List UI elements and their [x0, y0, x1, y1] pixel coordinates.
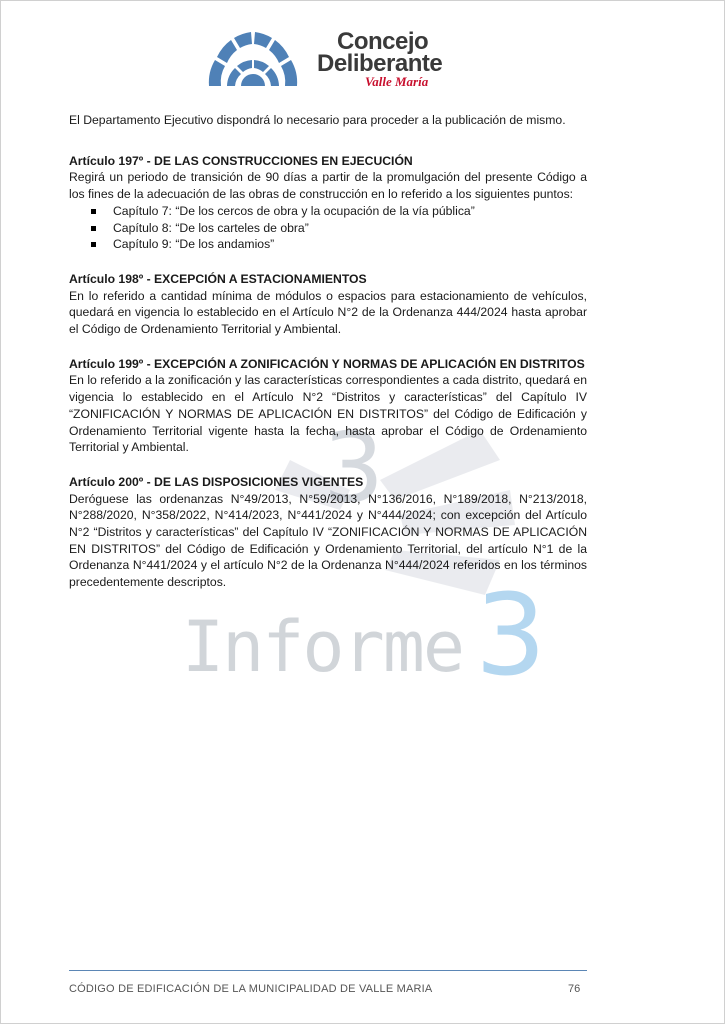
semicircle-emblem-icon — [205, 24, 301, 90]
article-body: Regirá un periodo de transición de 90 días a partir de la promulgación del presente Código a los fines de la adecuación de las obras de construcción en lo referido a los siguientes puntos: — [69, 170, 587, 202]
logo-city: Valle María — [365, 74, 429, 89]
chapter-list — [69, 203, 587, 253]
document-body — [69, 112, 587, 591]
watermark-number: 3 — [475, 571, 547, 701]
article-198 — [69, 271, 587, 338]
article-199 — [69, 356, 587, 456]
article-body: Deróguese las ordenanzas N°49/2013, N°59/2013, N°136/2016, N°189/2018, N°213/2018, N°288/2020, N°358/2022, N°414/2023, N°441/2024 y N°444/2024; con excepción del Artículo N°2 “Distritos y características” del Capítulo IV “ZONIFICACIÓN Y NORMAS DE APLICACIÓN EN DISTRITOS” del Código de Edificación y Ordenamiento Territorial, del artículo N°1 de la Ordenanza N°441/2024 y el artículo N°2 de la Ordenanza N°444/2024 referidos en los términos precedentemente descriptos. — [69, 491, 587, 590]
watermark-number-top: 3 — [323, 412, 385, 524]
article-197 — [69, 153, 587, 253]
article-title: Artículo 198º - EXCEPCIÓN A ESTACIONAMIENTOS — [69, 271, 367, 286]
article-body: En lo referido a cantidad mínima de módulos o espacios para estacionamiento de vehículos, quedará en vigencia lo establecido en el Artículo N°2 de la Ordenanza 444/2024 hasta aprobar el Código de Ordenamiento Territorial y Ambiental. — [69, 288, 587, 337]
list-item: Capítulo 9: “De los andamios” — [91, 236, 587, 253]
logo-line1: Concejo — [337, 28, 429, 55]
article-title: Artículo 199º - EXCEPCIÓN A ZONIFICACIÓN Y NORMAS DE APLICACIÓN EN DISTRITOS — [69, 356, 585, 371]
article-title: Artículo 200º - DE LAS DISPOSICIONES VIGENTES — [69, 474, 364, 489]
list-item: Capítulo 8: “De los carteles de obra” — [91, 220, 587, 237]
concejo-deliberante-logo — [205, 24, 460, 94]
footer-title: CÓDIGO DE EDIFICACIÓN DE LA MUNICIPALIDAD DE VALLE MARIA — [69, 983, 433, 995]
article-body: En lo referido a la zonificación y las características correspondientes a cada distrito, quedará en vigencia lo establecido en el Artículo N°2 “Distritos y características” del Capítulo IV “ZONIFICACIÓN Y NORMAS DE APLICACIÓN EN DISTRITOS” del Código de Edificación y Ordenamiento Territorial vigente hasta la fecha, hasta aprobar el Código de Ordenamiento Territorial y Ambiental. — [69, 373, 587, 455]
intro-paragraph: El Departamento Ejecutivo dispondrá lo necesario para proceder a la publicación de mismo. — [69, 113, 566, 127]
logo-line2: Deliberante — [317, 50, 443, 77]
page-number: 76 — [568, 983, 581, 995]
footer-divider — [69, 970, 587, 971]
article-200 — [69, 474, 587, 591]
article-title: Artículo 197º - DE LAS CONSTRUCCIONES EN EJECUCIÓN — [69, 153, 413, 168]
list-item: Capítulo 7: “De los cercos de obra y la ocupación de la vía pública” — [91, 203, 587, 220]
watermark-word: Informe — [182, 606, 464, 688]
